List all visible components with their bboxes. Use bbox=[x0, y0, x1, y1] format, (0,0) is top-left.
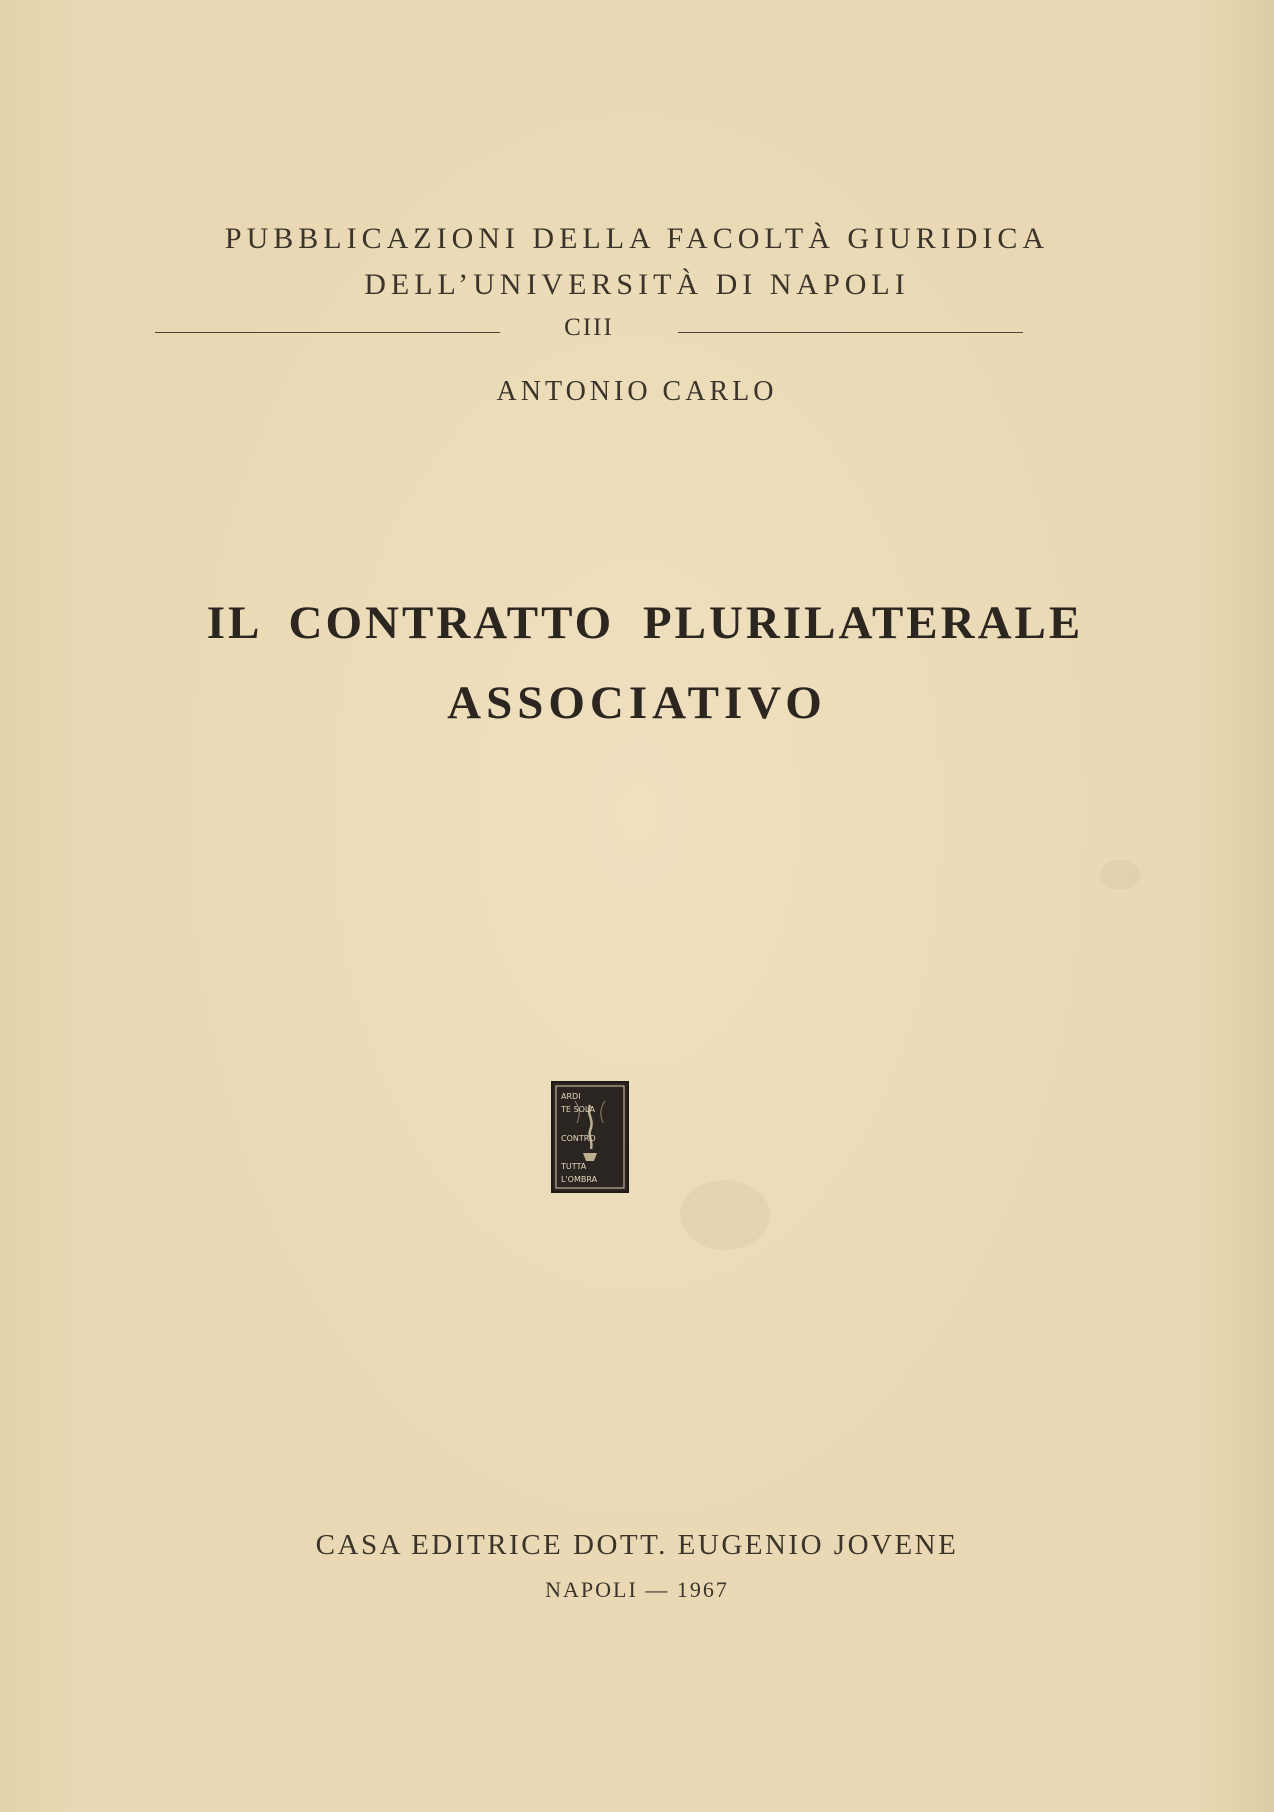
emblem-motto-text: L'OMBRA bbox=[561, 1175, 598, 1184]
paper-stain bbox=[680, 1180, 770, 1250]
imprint-place-year: NAPOLI — 1967 bbox=[545, 1577, 729, 1602]
right-rule-divider bbox=[678, 332, 1023, 333]
book-title-line-1: IL CONTRATTO PLURILATERALE bbox=[206, 597, 1084, 649]
series-volume-number: CIII bbox=[564, 314, 614, 341]
paper-stain bbox=[1100, 860, 1140, 890]
emblem-motto-text: ARDI bbox=[561, 1092, 581, 1101]
emblem-motto-text: TE SOLA bbox=[561, 1105, 595, 1114]
publisher-emblem-icon bbox=[551, 1081, 629, 1193]
book-title-line-2: ASSOCIATIVO bbox=[447, 677, 827, 729]
series-number-row bbox=[155, 312, 1023, 348]
series-title-line-2: DELL’UNIVERSITÀ DI NAPOLI bbox=[364, 268, 910, 301]
emblem-motto-text: CONTRO bbox=[561, 1134, 596, 1143]
author-name: ANTONIO CARLO bbox=[496, 376, 778, 407]
emblem-motto-text: TUTTA bbox=[561, 1162, 587, 1171]
publisher-name: CASA EDITRICE DOTT. EUGENIO JOVENE bbox=[315, 1529, 959, 1561]
series-title-line-1: PUBBLICAZIONI DELLA FACOLTÀ GIURIDICA bbox=[224, 222, 1050, 255]
